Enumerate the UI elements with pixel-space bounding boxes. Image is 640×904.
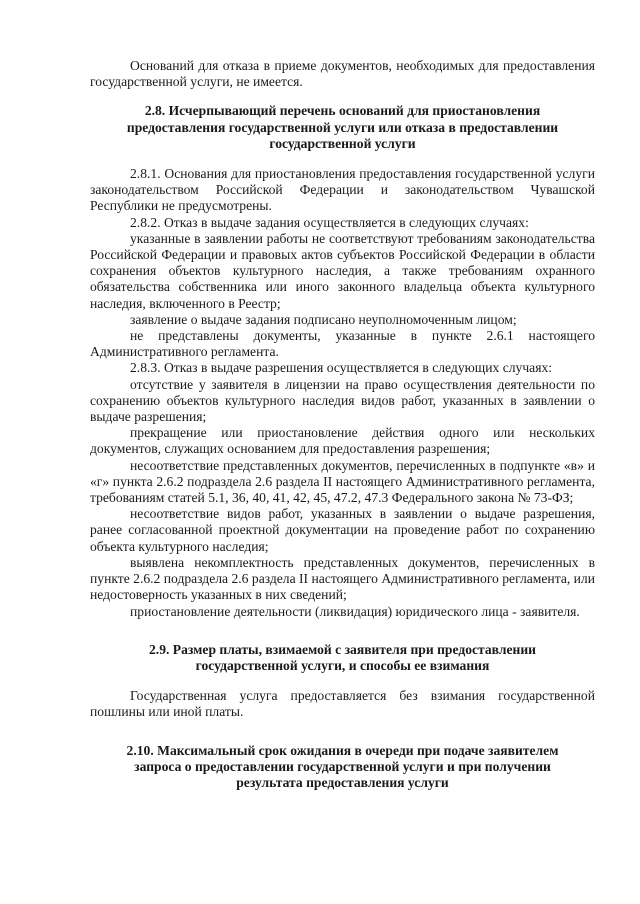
list-item: заявление о выдаче задания подписано неуполномоченным лицом;: [130, 311, 517, 327]
list-item: отсутствие у заявителя в лицензии на право осуществления деятельности по сохранению объектов культурного наследия видов работ, указанных в заявлении о выдаче разрешения;: [90, 376, 595, 425]
paragraph-2-9: Государственная услуга предоставляется без взимания государственной пошлины или иной платы.: [90, 688, 595, 720]
paragraph-2-8-1: 2.8.1. Основания для приостановления предоставления государственной услуги законодательством Российской Федерации и законодательством Чувашской Республики не предусмотрены.: [90, 166, 595, 214]
section-2-10-heading: 2.10. Максимальный срок ожидания в очереди при подаче заявителем запроса о предоставлении государственной услуги и при получении результата предоставления услуги: [126, 742, 559, 790]
list-item: прекращение или приостановление действия одного или нескольких документов, служащих основанием для предоставления разрешения;: [90, 425, 595, 457]
list-item: приостановление деятельности (ликвидация) юридического лица - заявителя.: [130, 603, 580, 619]
section-2-8-heading: 2.8. Исчерпывающий перечень оснований для приостановления предоставления государственной услуги или отказа в предоставлении государственной услуги: [126, 103, 559, 151]
paragraph-2-8-3: 2.8.3. Отказ в выдаче разрешения осуществляется в следующих случаях:: [130, 360, 553, 376]
document-page: [90, 58, 595, 791]
list-item: несоответствие представленных документов, перечисленных в подпункте «в» и «г» пункта 2.6.2 подраздела 2.6 раздела II настоящего Административного регламента, требованиям статей 5.1, 36, 40, 41, 42, 45, 47.2, 47.3 Федерального закона № 73-ФЗ;: [90, 457, 595, 506]
intro-paragraph: Оснований для отказа в приеме документов, необходимых для предоставления государственной услуги, не имеется.: [90, 58, 595, 90]
section-2-9-heading: 2.9. Размер платы, взимаемой с заявителя при предоставлении государственной услуги, и способы ее взимания: [149, 641, 536, 673]
paragraph-2-8-2: 2.8.2. Отказ в выдаче задания осуществляется в следующих случаях:: [130, 214, 529, 230]
list-item: выявлена некомплектность представленных документов, перечисленных в пункте 2.6.2 подраздела 2.6 раздела II настоящего Административного регламента, или недостоверность указанных в них сведений;: [90, 554, 595, 603]
list-item: несоответствие видов работ, указанных в заявлении о выдаче разрешения, ранее согласованной проектной документации на проведение работ по сохранению объекта культурного наследия;: [90, 506, 595, 554]
list-item: не представлены документы, указанные в пункте 2.6.1 настоящего Административного регламента.: [90, 328, 595, 360]
list-item: указанные в заявлении работы не соответствуют требованиям законодательства Российской Федерации и правовых актов субъектов Российской Федерации в области сохранения объектов культурного наследия, а также требованиям охранного обязательства собственника или иного законного владельца объекта культурного наследия, включенного в Реестр;: [90, 230, 595, 311]
